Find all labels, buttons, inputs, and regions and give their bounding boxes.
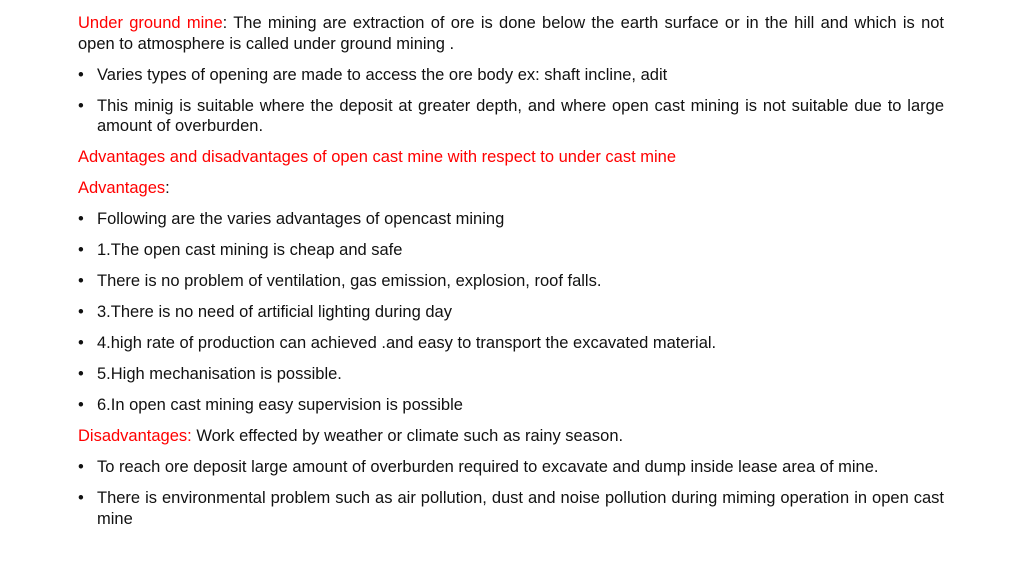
list-item xyxy=(78,333,944,354)
bullet-icon: • xyxy=(78,241,84,259)
list-item-text: This minig is suitable where the deposit at greater depth, and where open cast mining is not suitable due to large amount of overburden. xyxy=(97,96,944,135)
bullet-icon: • xyxy=(78,65,84,84)
disadvantages-heading: Disadvantages: xyxy=(78,427,192,445)
bullet-icon: • xyxy=(78,458,84,476)
bullet-icon: • xyxy=(78,489,84,507)
list-item-text: 1.The open cast mining is cheap and safe xyxy=(97,241,403,259)
list-item xyxy=(78,271,944,292)
bullet-icon: • xyxy=(78,303,84,321)
list-item-text: Following are the varies advantages of opencast mining xyxy=(97,210,505,228)
advantages-suffix: : xyxy=(165,179,170,197)
list-item xyxy=(78,395,944,416)
bullet-icon: • xyxy=(78,96,84,115)
list-item xyxy=(78,457,944,478)
list-item xyxy=(78,302,944,323)
list-item xyxy=(78,209,944,230)
advantages-heading: Advantages xyxy=(78,179,166,197)
list-item-text: There is environmental problem such as air pollution, dust and noise pollution during miming operation in open cast mine xyxy=(97,489,944,528)
list-item xyxy=(78,488,944,529)
advantages-heading-line xyxy=(78,178,944,199)
list-item-text: To reach ore deposit large amount of overburden required to excavate and dump inside lease area of mine. xyxy=(97,458,879,476)
list-item-text: 3.There is no need of artificial lighting during day xyxy=(97,303,452,321)
bullet-icon: • xyxy=(78,272,84,290)
list-item-text: 6.In open cast mining easy supervision is possible xyxy=(97,396,463,414)
bullet-icon: • xyxy=(78,396,84,414)
underground-text: : The mining are extraction of ore is done below the earth surface or in the hill and which is not open to atmosphere is called under ground mining . xyxy=(78,14,945,53)
list-item-text: 5.High mechanisation is possible. xyxy=(97,365,342,383)
underground-paragraph xyxy=(78,13,944,54)
bullet-icon: • xyxy=(78,365,84,383)
list-item xyxy=(78,96,944,137)
list-item xyxy=(78,65,944,86)
list-item-text: There is no problem of ventilation, gas emission, explosion, roof falls. xyxy=(97,272,602,290)
comparison-title: Advantages and disadvantages of open cast mine with respect to under cast mine xyxy=(78,148,677,166)
list-item xyxy=(78,240,944,261)
list-item xyxy=(78,364,944,385)
bullet-icon: • xyxy=(78,334,84,352)
disadvantages-text: Work effected by weather or climate such as rainy season. xyxy=(191,427,624,445)
list-item-text: 4.high rate of production can achieved .and easy to transport the excavated material. xyxy=(97,334,717,352)
disadvantages-paragraph xyxy=(78,426,944,447)
underground-heading: Under ground mine xyxy=(78,14,223,32)
list-item-text: Varies types of opening are made to access the ore body ex: shaft incline, adit xyxy=(97,65,668,84)
bullet-icon: • xyxy=(78,210,84,228)
